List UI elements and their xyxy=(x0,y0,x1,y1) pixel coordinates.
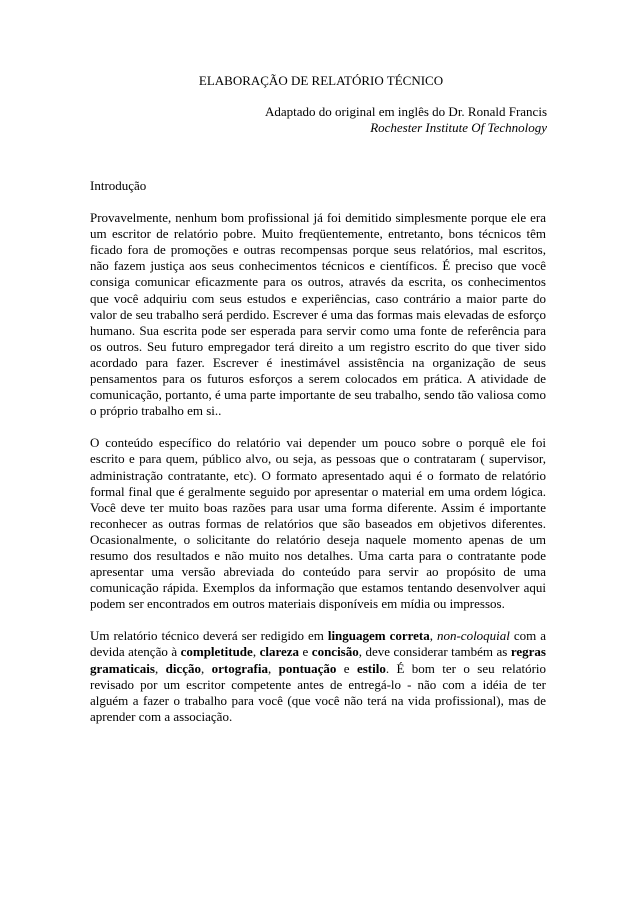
paragraph-3-text: , deve considerar também as xyxy=(358,644,511,660)
attribution-institution: Rochester Institute Of Technology xyxy=(370,120,547,135)
paragraph-3-text: , xyxy=(252,644,260,660)
paragraph-1: Provavelmente, nenhum bom profissional já foi demitido simplesmente porque ele era um escritor de relatório pobre. Muito freqüentemente, entretanto, bons técnicos têm ficado fora de promoções e outras recompensas porque seus relatórios, mal escritos, não fazem justiça aos seus conhecimentos técnicos e científicos. É preciso que você consiga comunicar eficazmente para os outros, através da escrita, os conhecimentos que você adquiriu com seus estudos e experiências, caso contrário a maior parte do valor de seu trabalho será perdido. Escrever é uma das formas mais elevadas de esforço humano. Sua escrita pode ser esperada para servir como uma fonte de referência para os outros. Seu futuro empregador terá direito a um registro escrito do que tiver sido acordado para fazer. Escrever é inestimável assistência na organização de seus pensamentos para os futuros esforços a serem colocados em prática. A atividade de comunicação, portanto, é uma parte importante de seu trabalho, sendo tão valiosa como o próprio trabalho em si.. xyxy=(90,210,546,419)
section-heading: Introdução xyxy=(90,178,147,193)
paragraph-3-bold-term: linguagem correta xyxy=(327,628,430,644)
paragraph-3-text: , xyxy=(267,660,279,676)
paragraph-3-text: com a devida atenção à xyxy=(90,628,546,660)
document-title xyxy=(0,73,638,89)
attribution-block xyxy=(265,104,547,136)
paragraph-3-bold-term: pontuação xyxy=(278,660,337,676)
paragraph-3-italic-term: non-coloquial xyxy=(436,628,510,644)
paragraph-3-text: Um relatório técnico deverá ser redigido em xyxy=(90,628,328,644)
paragraph-3-bold-term: clareza xyxy=(259,644,300,660)
paragraph-3-bold-term: completitude xyxy=(180,644,253,660)
paragraph-3-text: , xyxy=(429,628,437,644)
paragraph-3-text: e xyxy=(299,644,312,660)
paragraph-3 xyxy=(90,628,546,725)
paragraph-3-text: , xyxy=(201,660,212,676)
attribution-source: Adaptado do original em inglês do Dr. Ronald Francis xyxy=(265,104,547,119)
paragraph-3-bold-term: ortografia xyxy=(211,660,268,676)
paragraph-3-text: e xyxy=(336,660,357,676)
paragraph-3-bold-term: regras gramaticais xyxy=(90,644,546,676)
paragraph-2: O conteúdo específico do relatório vai depender um pouco sobre o porquê ele foi escrito e para quem, público alvo, ou seja, as pessoas que o contrataram ( supervisor, administração contratante, etc). O formato apresentado aqui é o formato de relatório formal final que é geralmente seguido por apresentar o material em uma ordem lógica. Você deve ter muito boas razões para usar uma forma diferente. Assim é importante reconhecer as outras formas de relatórios que são baseados em objetivos diferentes. Ocasionalmente, o solicitante do relatório deseja naquele momento apenas de um resumo dos resultados e não muito nos detalhes. Uma carta para o contratante pode apresentar uma versão abreviada do conteúdo para servir ao propósito de uma comunicação rápida. Exemplos da informação que estamos tentando desenvolver aqui podem ser encontrados em outros materiais disponíveis em mídia ou impressos. xyxy=(90,435,546,612)
paragraph-3-bold-term: concisão xyxy=(311,644,359,660)
paragraph-3-bold-term: dicção xyxy=(165,660,202,676)
paragraph-3-text: . É bom ter o seu relatório revisado por um escritor competente antes de entregá-lo - não com a idéia de ter alguém a fazer o trabalho para você (que você não terá na vida profissional), mas de aprender com a associação. xyxy=(90,660,547,724)
paragraph-3-bold-term: estilo xyxy=(356,660,386,676)
document-title-text: ELABORAÇÃO DE RELATÓRIO TÉCNICO xyxy=(198,73,444,88)
document-body xyxy=(90,178,546,741)
paragraph-3-text: , xyxy=(154,660,166,676)
